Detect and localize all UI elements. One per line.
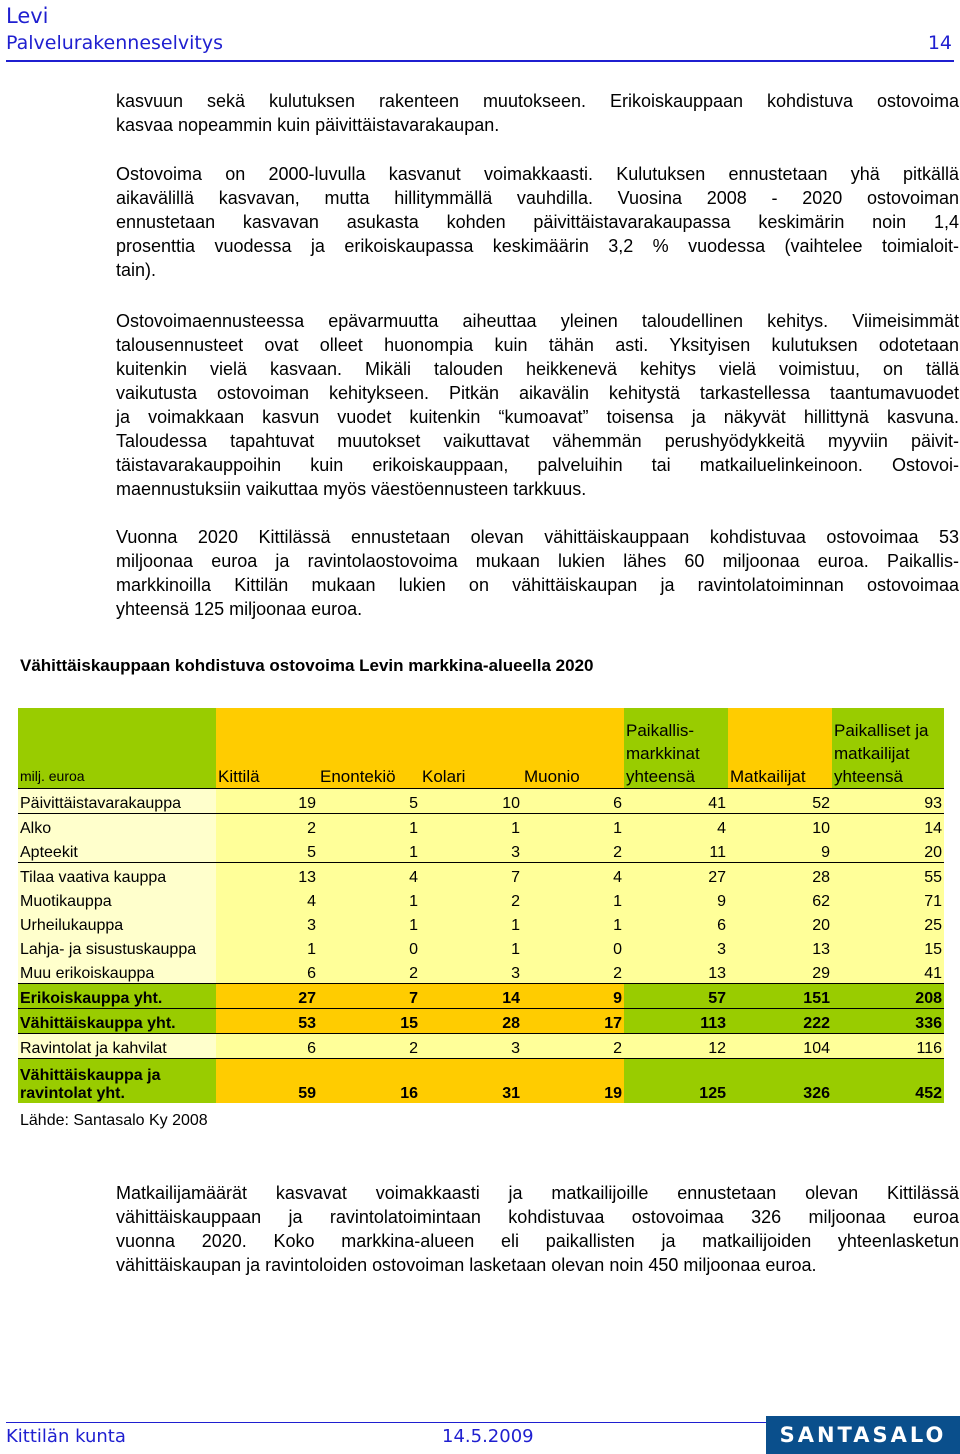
table-cell: 31 bbox=[420, 1059, 522, 1104]
column-header: Paikalliset ja matkailijat yhteensä bbox=[832, 708, 944, 789]
table-cell: 41 bbox=[624, 789, 728, 814]
table-cell: 59 bbox=[216, 1059, 318, 1104]
row-label: Erikoiskauppa yht. bbox=[18, 984, 216, 1009]
table-row bbox=[18, 1009, 944, 1034]
text-line: kasvaa nopeammin kuin päivittäistavarakaupan. bbox=[116, 115, 500, 135]
table-source: Lähde: Santasalo Ky 2008 bbox=[20, 1112, 208, 1129]
row-label: Vähittäiskauppa ja ravintolat yht. bbox=[18, 1059, 216, 1104]
text-line: miljoonaa euroa ja ravintolaostovoima mukaan lukien lähes 60 miljoonaa euroa. Paikallis- bbox=[116, 551, 959, 571]
table-cell: 19 bbox=[522, 1059, 624, 1104]
row-label: Ravintolat ja kahvilat bbox=[18, 1034, 216, 1059]
text-line: vähittäiskauppaan ja ravintolatoimintaan kohdistuvaa ostovoimaa 326 miljoonaa euroa bbox=[116, 1207, 959, 1227]
table-cell: 0 bbox=[318, 935, 420, 959]
table-cell: 3 bbox=[420, 1034, 522, 1059]
text-line: yhteensä 125 miljoonaa euroa. bbox=[116, 599, 363, 619]
table-cell: 5 bbox=[318, 789, 420, 814]
table-cell: 15 bbox=[318, 1009, 420, 1034]
row-label: Muu erikoiskauppa bbox=[18, 959, 216, 984]
table-cell: 104 bbox=[728, 1034, 832, 1059]
table-cell: 1 bbox=[216, 935, 318, 959]
footer-date: 14.5.2009 bbox=[442, 1426, 534, 1447]
column-header: Kolari bbox=[420, 708, 522, 789]
footer-organization: Kittilän kunta bbox=[6, 1426, 126, 1447]
table-title: Vähittäiskauppaan kohdistuva ostovoima Levin markkina-alueella 2020 bbox=[20, 656, 594, 675]
table-row bbox=[18, 887, 944, 911]
text-line: kasvuun sekä kulutuksen rakenteen muutokseen. Erikoiskauppaan kohdistuva ostovoima bbox=[116, 91, 959, 111]
text-line: prosenttia vuodessa ja erikoiskaupassa keskimäärin 3,2 % vuodessa (vaihtelee toimialoit- bbox=[116, 236, 959, 256]
text-line: aikavälillä kasvavan, mutta hillitymmällä vauhdilla. Vuosina 2008 - 2020 ostovoiman bbox=[116, 188, 959, 208]
table-cell: 222 bbox=[728, 1009, 832, 1034]
row-label: Vähittäiskauppa yht. bbox=[18, 1009, 216, 1034]
table-cell: 1 bbox=[318, 838, 420, 863]
table-cell: 13 bbox=[216, 863, 318, 888]
row-label: Urheilukauppa bbox=[18, 911, 216, 935]
table-cell: 6 bbox=[624, 911, 728, 935]
paragraph-2 bbox=[116, 162, 959, 282]
table-cell: 28 bbox=[728, 863, 832, 888]
table-cell: 1 bbox=[318, 814, 420, 839]
table-cell: 1 bbox=[522, 887, 624, 911]
text-line: Vuonna 2020 Kittilässä ennustetaan olevan vähittäiskauppaan kohdistuvaa ostovoimaa 53 bbox=[116, 527, 959, 547]
table-cell: 6 bbox=[522, 789, 624, 814]
table-cell: 452 bbox=[832, 1059, 944, 1104]
table-cell: 62 bbox=[728, 887, 832, 911]
table-cell: 9 bbox=[522, 984, 624, 1009]
table-row bbox=[18, 838, 944, 863]
table-cell: 1 bbox=[318, 887, 420, 911]
table-cell: 7 bbox=[318, 984, 420, 1009]
table-row bbox=[18, 863, 944, 888]
table-cell: 10 bbox=[420, 789, 522, 814]
table-cell: 52 bbox=[728, 789, 832, 814]
table-cell: 3 bbox=[216, 911, 318, 935]
table-cell: 15 bbox=[832, 935, 944, 959]
table-cell: 20 bbox=[728, 911, 832, 935]
table-cell: 93 bbox=[832, 789, 944, 814]
table-cell: 14 bbox=[420, 984, 522, 1009]
santasalo-logo: SANTASALO bbox=[766, 1416, 960, 1454]
table-cell: 71 bbox=[832, 887, 944, 911]
table-cell: 19 bbox=[216, 789, 318, 814]
table-cell: 14 bbox=[832, 814, 944, 839]
table-cell: 2 bbox=[522, 959, 624, 984]
table-cell: 27 bbox=[216, 984, 318, 1009]
table-cell: 7 bbox=[420, 863, 522, 888]
table-cell: 55 bbox=[832, 863, 944, 888]
table-cell: 9 bbox=[728, 838, 832, 863]
table-row bbox=[18, 911, 944, 935]
column-header: Enontekiö bbox=[318, 708, 420, 789]
table-cell: 27 bbox=[624, 863, 728, 888]
table-cell: 3 bbox=[420, 959, 522, 984]
table-row bbox=[18, 984, 944, 1009]
table-cell: 1 bbox=[420, 935, 522, 959]
table-cell: 336 bbox=[832, 1009, 944, 1034]
table-row bbox=[18, 959, 944, 984]
page-number: 14 bbox=[927, 32, 952, 54]
text-line: vuonna 2020. Koko markkina-alueen eli paikallisten ja matkailijoiden yhteenlasketun bbox=[116, 1231, 959, 1251]
table-cell: 12 bbox=[624, 1034, 728, 1059]
table-cell: 1 bbox=[420, 911, 522, 935]
table-cell: 57 bbox=[624, 984, 728, 1009]
table-row bbox=[18, 1034, 944, 1059]
row-label: Apteekit bbox=[18, 838, 216, 863]
paragraph-1 bbox=[116, 89, 959, 137]
column-header: Kittilä bbox=[216, 708, 318, 789]
column-header: Muonio bbox=[522, 708, 624, 789]
table-cell: 2 bbox=[420, 887, 522, 911]
text-line: täistavarakauppoihin kuin erikoiskauppaan, palveluihin tai matkailuelinkeinoon. Ostovoi- bbox=[116, 455, 959, 475]
text-line: ja voimakkaan kasvun vuodet kuitenkin “kumoavat” toisensa ja näkyvät hillittynä kasvuna. bbox=[116, 407, 959, 427]
table-row bbox=[18, 935, 944, 959]
table-cell: 3 bbox=[420, 838, 522, 863]
text-line: Taloudessa tapahtuvat muutokset vaikuttavat vähemmän perushyödykkeitä myyviin päivit- bbox=[116, 431, 959, 451]
table-cell: 151 bbox=[728, 984, 832, 1009]
column-header: Matkailijat bbox=[728, 708, 832, 789]
table-row bbox=[18, 1059, 944, 1104]
table-cell: 4 bbox=[624, 814, 728, 839]
table-cell: 10 bbox=[728, 814, 832, 839]
text-line: ennustetaan kasvavan asukasta kohden päivittäistavarakaupassa keskimärin noin 1,4 bbox=[116, 212, 959, 232]
table-cell: 13 bbox=[624, 959, 728, 984]
table-cell: 4 bbox=[216, 887, 318, 911]
text-line: markkinoilla Kittilän mukaan lukien on vähittäiskaupan ja ravintolatoiminnan ostovoimaa bbox=[116, 575, 959, 595]
table-cell: 2 bbox=[216, 814, 318, 839]
table-cell: 4 bbox=[318, 863, 420, 888]
column-header: Paikallis-markkinat yhteensä bbox=[624, 708, 728, 789]
table-cell: 53 bbox=[216, 1009, 318, 1034]
text-line: vähittäiskaupan ja ravintoloiden ostovoiman lasketaan olevan noin 450 miljoonaa euroa. bbox=[116, 1255, 817, 1275]
text-line: maennustuksiin vaikuttaa myös väestöennusteen tarkkuus. bbox=[116, 479, 587, 499]
table-cell: 20 bbox=[832, 838, 944, 863]
table-cell: 116 bbox=[832, 1034, 944, 1059]
table-cell: 125 bbox=[624, 1059, 728, 1104]
document-subtitle: Palvelurakenneselvitys bbox=[6, 32, 224, 54]
table-cell: 2 bbox=[522, 838, 624, 863]
row-label: Alko bbox=[18, 814, 216, 839]
table-cell: 2 bbox=[318, 1034, 420, 1059]
text-line: Matkailijamäärät kasvavat voimakkaasti ja matkailijoille ennustetaan olevan Kittilässä bbox=[116, 1183, 959, 1203]
row-label: Lahja- ja sisustuskauppa bbox=[18, 935, 216, 959]
table-cell: 29 bbox=[728, 959, 832, 984]
table-row bbox=[18, 789, 944, 814]
table-cell: 326 bbox=[728, 1059, 832, 1104]
paragraph-5 bbox=[116, 1181, 959, 1277]
paragraph-3 bbox=[116, 309, 959, 501]
table-header-row bbox=[18, 708, 944, 789]
text-line: talousennusteet ovat olleet huonompia kuin tähän asti. Yksityisen kulutuksen odotetaan bbox=[116, 335, 959, 355]
table-cell: 2 bbox=[318, 959, 420, 984]
table-cell: 2 bbox=[522, 1034, 624, 1059]
table-cell: 208 bbox=[832, 984, 944, 1009]
table-cell: 0 bbox=[522, 935, 624, 959]
table-cell: 1 bbox=[318, 911, 420, 935]
text-line: Ostovoima on 2000-luvulla kasvanut voimakkaasti. Kulutuksen ennustetaan yhä pitkällä bbox=[116, 164, 959, 184]
row-label: Muotikauppa bbox=[18, 887, 216, 911]
header-divider bbox=[6, 60, 954, 62]
table-cell: 3 bbox=[624, 935, 728, 959]
table-cell: 6 bbox=[216, 1034, 318, 1059]
table-row bbox=[18, 814, 944, 839]
text-line: tain). bbox=[116, 260, 157, 280]
table-cell: 1 bbox=[522, 814, 624, 839]
table-cell: 6 bbox=[216, 959, 318, 984]
purchasing-power-table bbox=[18, 708, 944, 1103]
table-cell: 13 bbox=[728, 935, 832, 959]
table-cell: 1 bbox=[522, 911, 624, 935]
table-cell: 17 bbox=[522, 1009, 624, 1034]
text-line: vaikutusta ostovoiman kehitykseen. Pitkän aikavälin kehitystä tarkastellessa taantumavuodet bbox=[116, 383, 959, 403]
table-cell: 41 bbox=[832, 959, 944, 984]
paragraph-4 bbox=[116, 525, 959, 621]
table-cell: 4 bbox=[522, 863, 624, 888]
table-cell: 25 bbox=[832, 911, 944, 935]
text-line: kuitenkin vielä kasvaan. Mikäli talouden heikkenevä kehitys vielä voimistuu, on tällä bbox=[116, 359, 959, 379]
unit-label: milj. euroa bbox=[18, 708, 216, 789]
table-cell: 28 bbox=[420, 1009, 522, 1034]
table-cell: 5 bbox=[216, 838, 318, 863]
text-line: Ostovoimaennusteessa epävarmuutta aiheuttaa yleinen taloudellinen kehitys. Viimeisimmät bbox=[116, 311, 959, 331]
table-cell: 9 bbox=[624, 887, 728, 911]
table-cell: 16 bbox=[318, 1059, 420, 1104]
row-label: Tilaa vaativa kauppa bbox=[18, 863, 216, 888]
table-cell: 1 bbox=[420, 814, 522, 839]
table-cell: 113 bbox=[624, 1009, 728, 1034]
row-label: Päivittäistavarakauppa bbox=[18, 789, 216, 814]
table-cell: 11 bbox=[624, 838, 728, 863]
document-title: Levi bbox=[6, 4, 49, 28]
